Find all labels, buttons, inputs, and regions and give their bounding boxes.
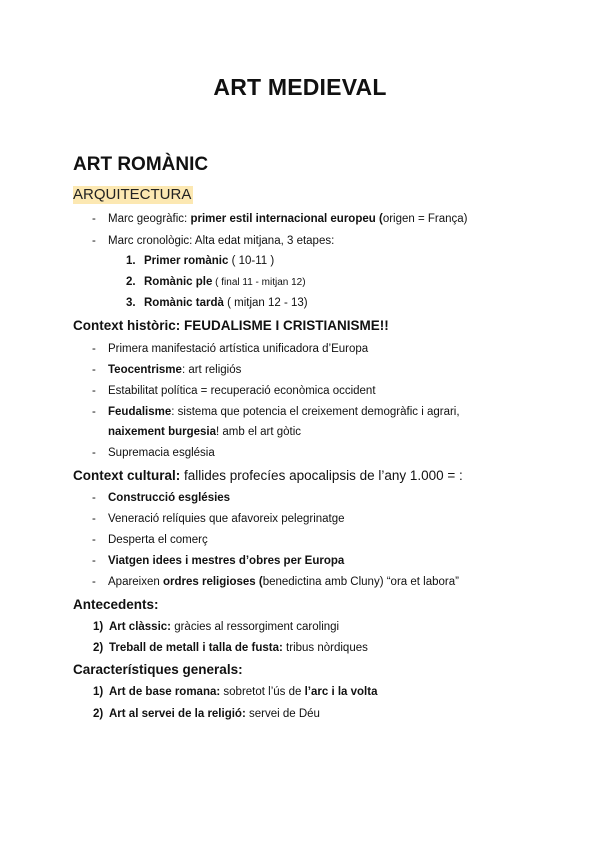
page-title: ART MEDIEVAL: [213, 74, 387, 100]
list-item: Marc geogràfic: primer estil internacional europeu (origen = França): [108, 213, 468, 225]
antecedents-heading: Antecedents:: [73, 597, 159, 612]
list-item: Feudalisme: sistema que potencia el creixement demogràfic i agrari,: [108, 406, 460, 418]
highlighted-subheading: ARQUITECTURA: [73, 186, 192, 203]
numbered-item: Romànic tardà ( mitjan 12 - 13): [144, 297, 308, 309]
context-historic-heading: Context històric: FEUDALISME I CRISTIANISME!!: [73, 318, 389, 333]
list-item: Desperta el comerç: [108, 534, 208, 546]
caracteristiques-heading: Característiques generals:: [73, 662, 243, 677]
numbered-marker: 2.: [126, 276, 136, 288]
numbered-item: Treball de metall i talla de fusta: tribus nòrdiques: [109, 642, 368, 654]
list-marker: -: [92, 555, 96, 567]
numbered-marker: 1): [93, 621, 104, 633]
list-item: Marc cronològic: Alta edat mitjana, 3 etapes:: [108, 235, 335, 247]
list-marker: -: [92, 406, 96, 418]
numbered-item: Romànic ple ( final 11 - mitjan 12): [144, 276, 306, 288]
numbered-marker: 1): [93, 686, 104, 698]
list-item: Apareixen ordres religioses (benedictina amb Cluny) “ora et labora”: [108, 576, 459, 588]
numbered-item: Primer romànic ( 10-11 ): [144, 255, 275, 267]
list-item: Viatgen idees i mestres d’obres per Europa: [108, 555, 345, 567]
list-item: Supremacia església: [108, 447, 215, 459]
numbered-marker: 1.: [126, 255, 136, 267]
list-marker: -: [92, 235, 96, 247]
list-marker: -: [92, 492, 96, 504]
numbered-item: Art al servei de la religió: servei de Déu: [109, 708, 320, 720]
list-marker: -: [92, 513, 96, 525]
list-marker: -: [92, 385, 96, 397]
numbered-item: Art de base romana: sobretot l’ús de l’arc i la volta: [109, 686, 378, 698]
list-item: Teocentrisme: art religiós: [108, 364, 242, 376]
context-cultural-heading: Context cultural: fallides profecíes apocalipsis de l’any 1.000 = :: [73, 468, 463, 483]
list-item-continuation: naixement burgesia! amb el art gòtic: [108, 426, 302, 438]
list-marker: -: [92, 576, 96, 588]
list-marker: -: [92, 534, 96, 546]
numbered-item: Art clàssic: gràcies al ressorgiment carolingi: [109, 621, 340, 633]
list-item: Primera manifestació artística unificadora d’Europa: [108, 343, 369, 355]
list-marker: -: [92, 213, 96, 225]
list-item: Construcció esglésies: [108, 492, 231, 504]
list-marker: -: [92, 364, 96, 376]
section-heading: ART ROMÀNIC: [73, 154, 209, 175]
list-marker: -: [92, 447, 96, 459]
list-item: Veneració relíquies que afavoreix pelegrinatge: [108, 513, 345, 525]
numbered-marker: 2): [93, 642, 104, 654]
list-item: Estabilitat política = recuperació econòmica occident: [108, 385, 376, 397]
numbered-marker: 2): [93, 708, 104, 720]
numbered-marker: 3.: [126, 297, 136, 309]
list-marker: -: [92, 343, 96, 355]
